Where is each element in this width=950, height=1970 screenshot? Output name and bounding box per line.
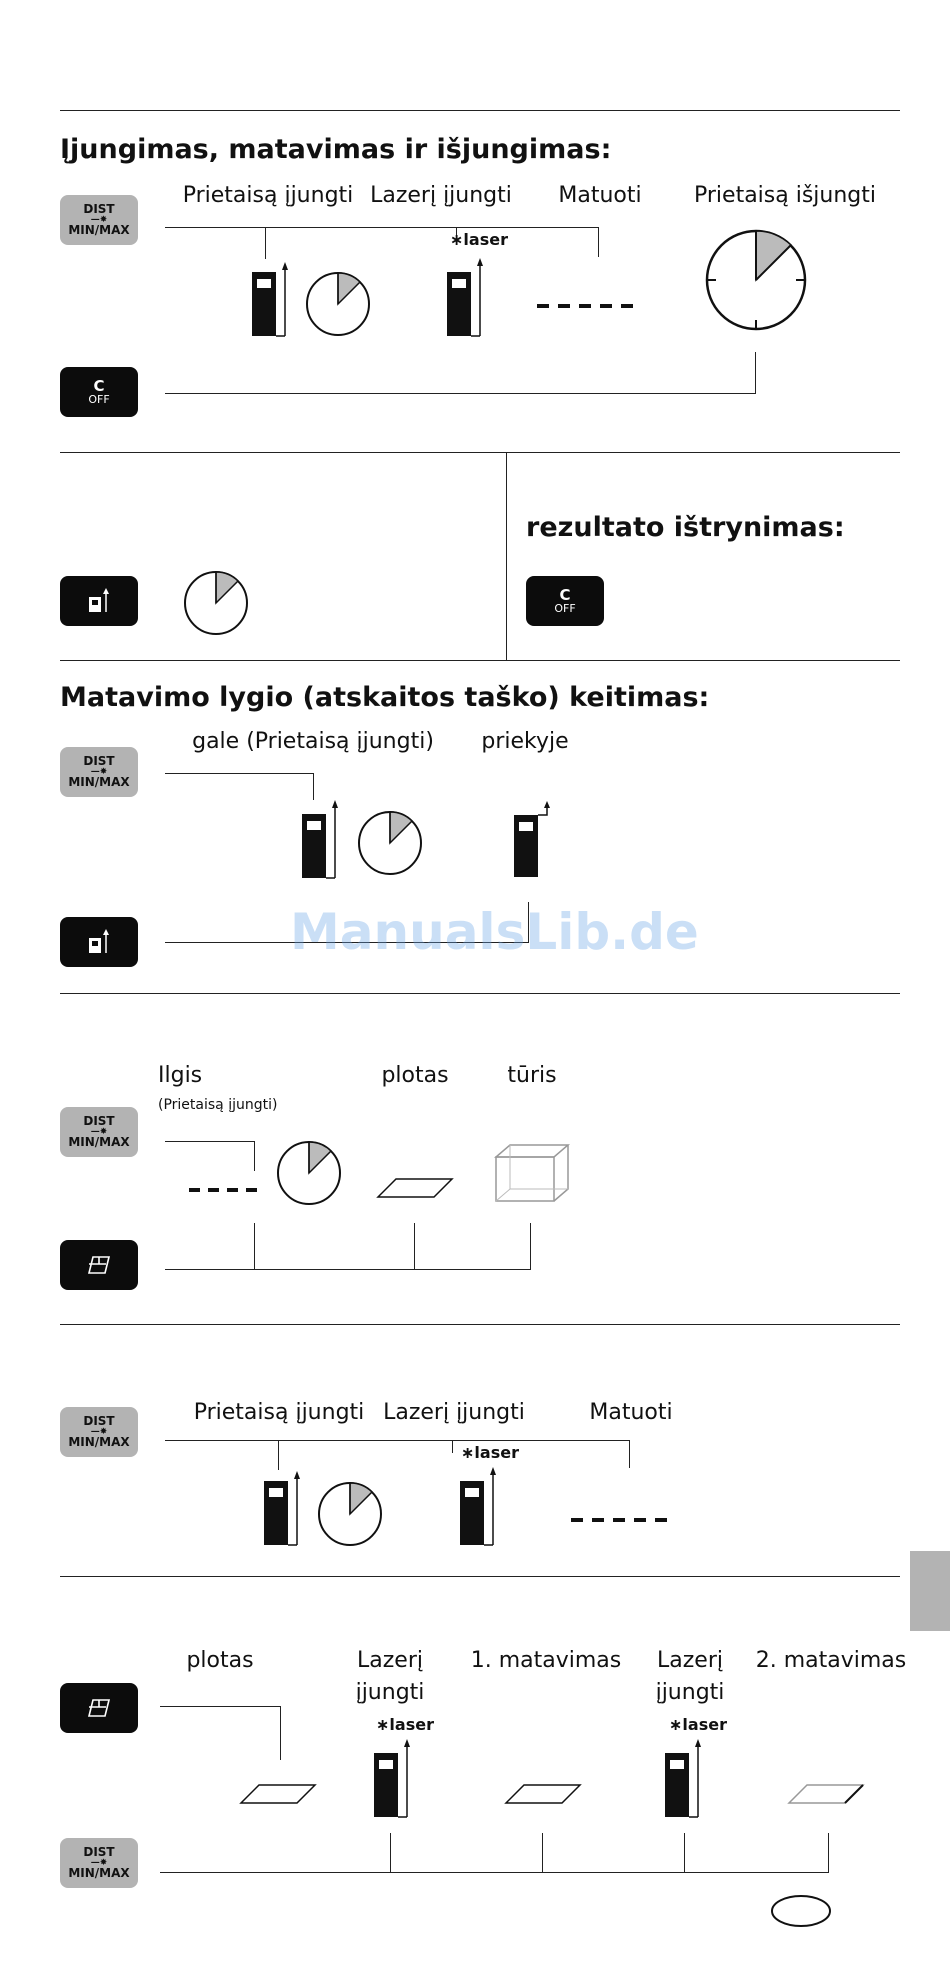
key-label-dist: DIST (83, 1414, 115, 1428)
dist-minmax-key[interactable] (60, 747, 138, 797)
label-volume: tūris (507, 1063, 557, 1088)
label-measurement-2: 2. matavimas (755, 1648, 907, 1673)
laser-star-icon: —✸ (90, 1858, 108, 1868)
clear-off-key[interactable] (60, 367, 138, 417)
device-icon (252, 262, 288, 338)
device-front-reference-icon (514, 801, 558, 877)
key-label-dist: DIST (83, 202, 115, 216)
reference-level-key[interactable] (60, 576, 138, 626)
watermark: ManualsLib.de (290, 903, 699, 961)
laser-star-icon: ∗ (450, 230, 464, 249)
dist-minmax-key[interactable] (60, 1407, 138, 1457)
label-switch-on: įjungti (655, 1680, 725, 1705)
dist-minmax-key[interactable] (60, 1107, 138, 1157)
flow-tick (530, 1223, 531, 1270)
label-laser-on: Lazerį įjungti (383, 1400, 525, 1425)
key-label-dist: DIST (83, 1114, 115, 1128)
laser-indicator: ∗laser (376, 1715, 434, 1734)
flow-tick (254, 1141, 255, 1171)
laser-star-icon: ∗ (669, 1715, 683, 1734)
label-device-on-note: (Prietaisą įjungti) (158, 1097, 278, 1113)
timer-clock-icon (183, 570, 249, 636)
key-label-dist: DIST (83, 754, 115, 768)
flow-tick (265, 227, 266, 259)
reference-level-key[interactable] (60, 917, 138, 967)
measurement-dashes (571, 1518, 667, 1522)
key-label-minmax: MIN/MAX (68, 775, 130, 789)
flow-line (165, 1141, 255, 1142)
key-label-minmax: MIN/MAX (68, 1435, 130, 1449)
label-device-off: Prietaisą išjungti (693, 183, 877, 208)
section-divider (60, 1324, 900, 1325)
device-icon (302, 800, 338, 880)
label-front: priekyje (481, 729, 569, 754)
label-measure: Matuoti (558, 183, 642, 208)
laser-star-icon: —✸ (90, 1127, 108, 1137)
flow-tick (280, 1706, 281, 1760)
area-volume-icon (85, 1253, 113, 1277)
device-icon (374, 1739, 410, 1819)
flow-tick (254, 1223, 255, 1270)
timer-clock-icon (317, 1481, 383, 1547)
label-length: Ilgis (158, 1063, 203, 1088)
key-label-minmax: MIN/MAX (68, 1135, 130, 1149)
label-switch-on: įjungti (355, 1680, 425, 1705)
flow-tick (414, 1223, 415, 1270)
timer-clock-icon (704, 228, 808, 332)
flow-line (165, 773, 314, 774)
flow-tick (684, 1833, 685, 1873)
key-label-minmax: MIN/MAX (68, 223, 130, 237)
flow-tick (598, 227, 599, 257)
flow-line (165, 1269, 531, 1270)
reference-level-icon (86, 929, 112, 955)
section-divider (60, 993, 900, 994)
measurement-dashes (537, 304, 633, 308)
section-2-title: rezultato ištrynimas: (526, 512, 845, 543)
label-laser: Lazerį (657, 1648, 723, 1673)
flow-tick (390, 1833, 391, 1873)
area-parallelogram-icon (789, 1783, 865, 1807)
flow-line (165, 227, 599, 228)
flow-tick (313, 773, 314, 800)
flow-tick (278, 1440, 279, 1470)
laser-star-icon: —✸ (90, 767, 108, 777)
laser-star-icon: —✸ (90, 215, 108, 225)
laser-indicator: ∗laser (450, 230, 508, 249)
area-parallelogram-icon (506, 1783, 582, 1807)
flow-line (160, 1872, 829, 1873)
laser-indicator: ∗laser (669, 1715, 727, 1734)
key-label-minmax: MIN/MAX (68, 1866, 130, 1880)
label-laser: Lazerį (357, 1648, 423, 1673)
section-3-title: Matavimo lygio (atskaitos taško) keitimas: (60, 682, 710, 713)
section-divider (60, 660, 900, 661)
laser-star-icon: —✸ (90, 1427, 108, 1437)
measurement-dashes (189, 1188, 257, 1192)
timer-clock-icon (276, 1140, 342, 1206)
flow-tick (629, 1440, 630, 1468)
flow-line (160, 1706, 281, 1707)
label-area: plotas (186, 1648, 254, 1673)
area-volume-function-key[interactable] (60, 1683, 138, 1733)
flow-line (165, 1440, 630, 1441)
key-label-dist: DIST (83, 1845, 115, 1859)
result-oval-icon (770, 1894, 832, 1928)
device-icon (460, 1467, 496, 1547)
flow-tick (452, 1440, 453, 1453)
dist-minmax-key[interactable] (60, 195, 138, 245)
device-icon (264, 1471, 300, 1547)
label-measure: Matuoti (589, 1400, 673, 1425)
column-divider (506, 452, 507, 660)
label-rear: gale (Prietaisą įjungti) (192, 729, 434, 754)
reference-level-icon (86, 588, 112, 614)
key-label-off: OFF (554, 601, 576, 615)
label-measurement-1: 1. matavimas (470, 1648, 622, 1673)
label-device-on: Prietaisą įjungti (193, 1400, 365, 1425)
section-divider (60, 452, 900, 453)
laser-star-icon: ∗ (376, 1715, 390, 1734)
key-label-c: C (93, 376, 105, 395)
area-parallelogram-icon (241, 1783, 317, 1807)
laser-star-icon: ∗ (461, 1443, 475, 1462)
label-laser-on: Lazerį įjungti (370, 183, 512, 208)
section-divider (60, 110, 900, 111)
key-label-off: OFF (88, 392, 110, 406)
dist-minmax-key[interactable] (60, 1838, 138, 1888)
section-1-title: Įjungimas, matavimas ir išjungimas: (60, 134, 612, 165)
clear-off-key[interactable] (526, 576, 604, 626)
key-label-c: C (559, 585, 571, 604)
area-parallelogram-icon (378, 1177, 454, 1201)
volume-box-icon (496, 1143, 570, 1205)
timer-clock-icon (305, 271, 371, 337)
flow-line (165, 393, 756, 394)
device-icon (665, 1739, 701, 1819)
flow-tick (542, 1833, 543, 1873)
laser-indicator: ∗laser (461, 1443, 519, 1462)
device-icon (447, 258, 483, 338)
area-volume-icon (85, 1696, 113, 1720)
label-device-on: Prietaisą įjungti (182, 183, 354, 208)
timer-clock-icon (357, 810, 423, 876)
flow-tick (828, 1833, 829, 1873)
section-divider (60, 1576, 900, 1577)
area-volume-function-key[interactable] (60, 1240, 138, 1290)
flow-tick (755, 352, 756, 394)
label-area: plotas (381, 1063, 449, 1088)
page-side-tab (910, 1551, 950, 1631)
